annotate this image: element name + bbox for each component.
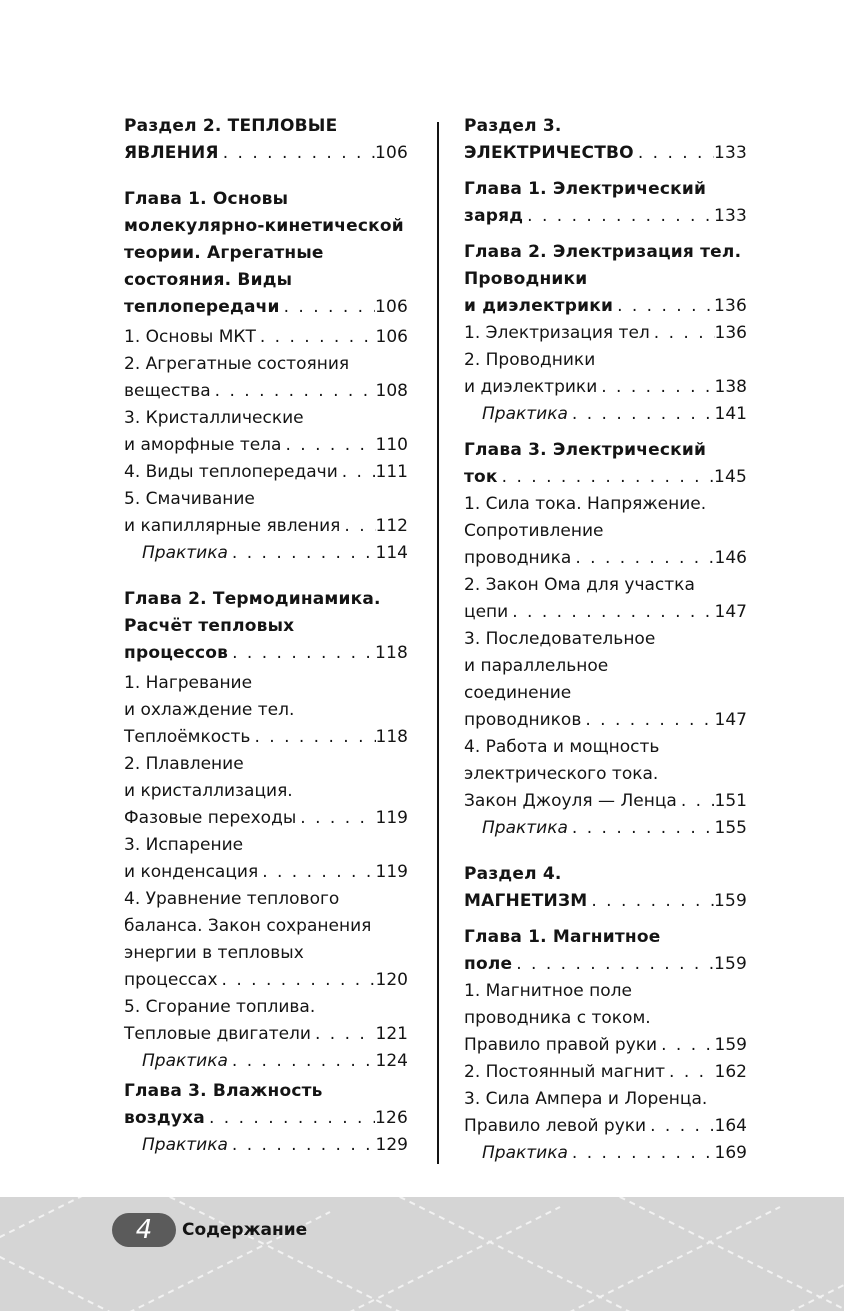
toc-entry-line: 3. Сила Ампера и Лоренца. xyxy=(464,1089,708,1109)
page-number: 121 xyxy=(375,1024,408,1044)
toc-entry-title: 4. Виды теплопередачи xyxy=(124,462,338,482)
toc-entry-line: электрического тока. xyxy=(464,764,659,784)
toc-entry-line: 5. Смачивание xyxy=(124,489,255,509)
dot-leader xyxy=(568,1140,715,1167)
page-number: 110 xyxy=(375,435,408,455)
toc-entry-title: Практика xyxy=(482,1143,568,1163)
toc-heading xyxy=(124,586,408,667)
page-number: 147 xyxy=(714,710,747,730)
toc-practice xyxy=(464,401,747,428)
toc-practice xyxy=(464,1140,747,1167)
toc-entry-line: 3. Последовательное xyxy=(464,629,656,649)
toc-item xyxy=(464,1059,747,1086)
toc-entry-line: 1. Сила тока. Напряжение. xyxy=(464,494,707,514)
toc-entry-title: и капиллярные явления xyxy=(124,516,341,536)
toc-entry-line: 1. Магнитное поле xyxy=(464,981,632,1001)
toc-item xyxy=(464,347,747,401)
toc-heading xyxy=(124,113,408,167)
dot-leader xyxy=(219,140,375,167)
page-number: 114 xyxy=(375,543,408,563)
toc-entry-line: 2. Закон Ома для участка xyxy=(464,575,695,595)
pattern-line xyxy=(150,1197,420,1311)
dot-leader xyxy=(296,805,375,832)
toc-entry-title: вещества xyxy=(124,381,211,401)
toc-item xyxy=(124,324,408,351)
toc-entry-title: ЯВЛЕНИЯ xyxy=(124,143,219,163)
page-number: 145 xyxy=(713,467,747,487)
toc-entry-title: Практика xyxy=(142,543,228,563)
page-number: 106 xyxy=(374,297,408,317)
toc-entry-title: проводника xyxy=(464,548,572,568)
page-number: 129 xyxy=(375,1135,408,1155)
toc-item xyxy=(124,405,408,459)
dot-leader xyxy=(256,324,376,351)
page-number: 111 xyxy=(375,462,408,482)
toc-entry-line: Глава 2. Термодинамика. xyxy=(124,589,381,609)
toc-item xyxy=(124,886,408,994)
page-number: 124 xyxy=(375,1051,408,1071)
toc-entry-line: Проводники xyxy=(464,269,588,289)
toc-entry-line: Раздел 2. ТЕПЛОВЫЕ xyxy=(124,116,338,136)
dot-leader xyxy=(568,815,715,842)
pattern-line xyxy=(0,1237,200,1311)
toc-item xyxy=(464,734,747,815)
toc-entry-line: проводника с током. xyxy=(464,1008,651,1028)
toc-entry-line: 2. Плавление xyxy=(124,754,244,774)
page-number: 126 xyxy=(374,1108,408,1128)
page-number: 146 xyxy=(714,548,747,568)
footer-section-title: Содержание xyxy=(182,1220,308,1240)
toc-entry-line: 1. Нагревание xyxy=(124,673,253,693)
toc-entry-title: Правило левой руки xyxy=(464,1116,647,1136)
toc-entry-title: воздуха xyxy=(124,1108,205,1128)
toc-entry-line: баланса. Закон сохранения xyxy=(124,916,372,936)
toc-entry-title: и конденсация xyxy=(124,862,259,882)
page-number: 136 xyxy=(713,296,747,316)
pattern-line xyxy=(600,1197,844,1311)
dot-leader xyxy=(571,545,714,572)
dot-leader xyxy=(228,1048,376,1075)
toc-entry-line: Глава 1. Основы xyxy=(124,189,289,209)
toc-practice xyxy=(464,815,747,842)
toc-entry-title: Практика xyxy=(482,818,568,838)
page-number-badge: 4 xyxy=(112,1213,176,1247)
toc-entry-line: Глава 3. Влажность xyxy=(124,1081,323,1101)
pattern-line xyxy=(380,1197,640,1311)
toc-entry-line: 3. Испарение xyxy=(124,835,244,855)
dot-leader xyxy=(228,640,375,667)
dot-leader xyxy=(211,378,376,405)
toc-entry-line: и кристаллизация. xyxy=(124,781,293,801)
toc-entry-line: энергии в тепловых xyxy=(124,943,304,963)
toc-entry-title: Закон Джоуля — Ленца xyxy=(464,791,677,811)
dot-leader xyxy=(250,724,375,751)
dot-leader xyxy=(338,459,376,486)
toc-item xyxy=(124,751,408,832)
dot-leader xyxy=(508,599,714,626)
toc-entry-line: состояния. Виды xyxy=(124,270,293,290)
dot-leader xyxy=(568,401,715,428)
toc-entry-title: МАГНЕТИЗМ xyxy=(464,891,588,911)
page-number: 118 xyxy=(375,727,408,747)
toc-entry-title: Тепловые двигатели xyxy=(124,1024,311,1044)
page-number: 159 xyxy=(713,891,747,911)
pattern-line xyxy=(720,1257,844,1311)
toc-entry-title: заряд xyxy=(464,206,524,226)
page-number: 133 xyxy=(713,206,747,226)
toc-entry-line: 4. Работа и мощность xyxy=(464,737,660,757)
toc-item xyxy=(464,320,747,347)
page-number: 159 xyxy=(714,1035,747,1055)
dot-leader xyxy=(228,540,376,567)
page-number: 151 xyxy=(714,791,747,811)
dot-leader xyxy=(340,513,375,540)
page-number: 162 xyxy=(714,1062,747,1082)
toc-item xyxy=(124,351,408,405)
toc-entry-title: ЭЛЕКТРИЧЕСТВО xyxy=(464,143,634,163)
toc-entry-title: процессах xyxy=(124,970,218,990)
page-number: 120 xyxy=(375,970,408,990)
dot-leader xyxy=(258,859,375,886)
dot-leader xyxy=(613,293,714,320)
toc-entry-line: 5. Сгорание топлива. xyxy=(124,997,316,1017)
toc-entry-title: и диэлектрики xyxy=(464,296,614,316)
page-number: 118 xyxy=(374,643,408,663)
toc-entry-title: поле xyxy=(464,954,513,974)
toc-entry-title: Фазовые переходы xyxy=(124,808,297,828)
toc-entry-line: 2. Проводники xyxy=(464,350,596,370)
toc-heading xyxy=(464,113,747,167)
page-number: 164 xyxy=(714,1116,747,1136)
page-number: 136 xyxy=(714,323,747,343)
dot-leader xyxy=(281,432,375,459)
pattern-line xyxy=(280,1207,560,1311)
toc-entry-title: и диэлектрики xyxy=(464,377,598,397)
column-divider xyxy=(437,122,439,1164)
toc-entry-line: Глава 3. Электрический xyxy=(464,440,707,460)
pattern-line xyxy=(500,1207,780,1311)
dot-leader xyxy=(228,1132,376,1159)
toc-entry-title: 1. Электризация тел xyxy=(464,323,650,343)
pattern-line xyxy=(0,1197,100,1257)
toc-entry-title: Правило правой руки xyxy=(464,1035,658,1055)
toc-entry-title: цепи xyxy=(464,602,509,622)
toc-heading xyxy=(464,176,747,230)
toc-item xyxy=(464,1086,747,1140)
toc-entry-title: Практика xyxy=(142,1051,228,1071)
dot-leader xyxy=(512,951,714,978)
toc-column-left xyxy=(124,113,408,1159)
toc-entry-title: теплопередачи xyxy=(124,297,280,317)
toc-entry-line: Глава 2. Электризация тел. xyxy=(464,242,742,262)
toc-entry-title: Практика xyxy=(482,404,568,424)
toc-practice xyxy=(124,1132,408,1159)
toc-heading xyxy=(464,437,747,491)
dot-leader xyxy=(498,464,714,491)
dot-leader xyxy=(311,1021,376,1048)
toc-entry-title: 1. Основы МКТ xyxy=(124,327,256,347)
page-number: 119 xyxy=(375,862,408,882)
dot-leader xyxy=(677,788,715,815)
dot-leader xyxy=(218,967,376,994)
toc-entry-line: Расчёт тепловых xyxy=(124,616,295,636)
dot-leader xyxy=(650,320,715,347)
toc-entry-line: 2. Агрегатные состояния xyxy=(124,354,350,374)
page-number: 155 xyxy=(714,818,747,838)
page-number: 138 xyxy=(714,377,747,397)
toc-entry-line: Раздел 3. xyxy=(464,116,562,136)
dot-leader xyxy=(523,203,714,230)
toc-heading xyxy=(124,186,408,321)
toc-heading xyxy=(464,239,747,320)
page-number: 112 xyxy=(375,516,408,536)
toc-practice xyxy=(124,1048,408,1075)
toc-item xyxy=(124,486,408,540)
page-number: 119 xyxy=(375,808,408,828)
page-number: 133 xyxy=(713,143,747,163)
dot-leader xyxy=(581,707,714,734)
dot-leader xyxy=(646,1113,714,1140)
toc-entry-line: 4. Уравнение теплового xyxy=(124,889,340,909)
toc-entry-line: 3. Кристаллические xyxy=(124,408,304,428)
toc-item xyxy=(124,994,408,1048)
toc-entry-line: Сопротивление xyxy=(464,521,604,541)
toc-entry-title: Теплоёмкость xyxy=(124,727,251,747)
dot-leader xyxy=(205,1105,375,1132)
toc-entry-line: теории. Агрегатные xyxy=(124,243,324,263)
toc-item xyxy=(464,978,747,1059)
toc-entry-title: процессов xyxy=(124,643,229,663)
toc-item xyxy=(124,670,408,751)
toc-entry-title: проводников xyxy=(464,710,582,730)
page-number: 169 xyxy=(714,1143,747,1163)
toc-entry-title: 2. Постоянный магнит xyxy=(464,1062,666,1082)
toc-entry-line: Глава 1. Электрический xyxy=(464,179,707,199)
page-number: 108 xyxy=(375,381,408,401)
toc-practice xyxy=(124,540,408,567)
toc-item xyxy=(124,832,408,886)
dot-leader xyxy=(597,374,714,401)
dot-leader xyxy=(665,1059,715,1086)
page-number: 159 xyxy=(713,954,747,974)
toc-entry-line: Раздел 4. xyxy=(464,864,562,884)
page-number: 147 xyxy=(714,602,747,622)
toc-entry-line: Глава 1. Магнитное xyxy=(464,927,661,947)
toc-heading xyxy=(124,1078,408,1132)
dot-leader xyxy=(280,294,375,321)
toc-entry-line: и параллельное xyxy=(464,656,609,676)
toc-item xyxy=(464,626,747,734)
toc-item xyxy=(124,459,408,486)
dot-leader xyxy=(587,888,714,915)
toc-entry-line: и охлаждение тел. xyxy=(124,700,295,720)
dot-leader xyxy=(657,1032,714,1059)
page-number: 141 xyxy=(714,404,747,424)
toc-item xyxy=(464,491,747,572)
toc-heading xyxy=(464,924,747,978)
toc-entry-title: ток xyxy=(464,467,498,487)
toc-entry-line: молекулярно-кинетической xyxy=(124,216,404,236)
toc-heading xyxy=(464,861,747,915)
toc-column-right xyxy=(464,113,747,1167)
toc-entry-line: соединение xyxy=(464,683,572,703)
toc-entry-title: Практика xyxy=(142,1135,228,1155)
page-number: 106 xyxy=(375,327,408,347)
page-number: 106 xyxy=(374,143,408,163)
toc-entry-title: и аморфные тела xyxy=(124,435,282,455)
dot-leader xyxy=(634,140,714,167)
toc-item xyxy=(464,572,747,626)
